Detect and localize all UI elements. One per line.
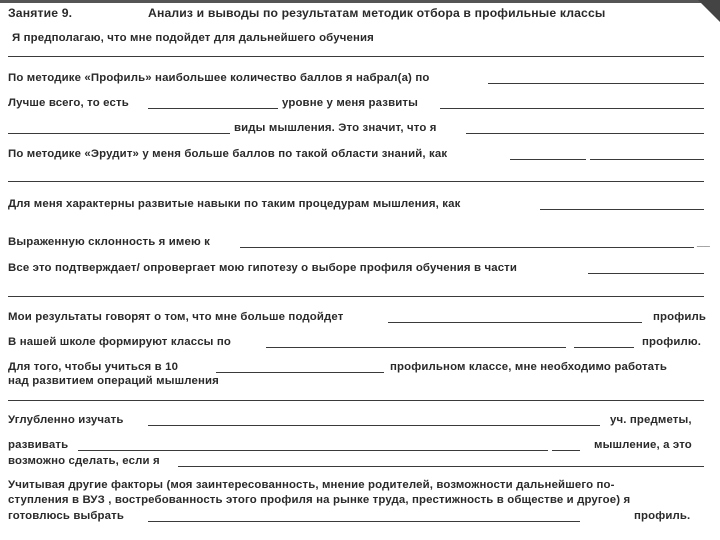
blank-4b[interactable] bbox=[466, 133, 704, 134]
page-title: Анализ и выводы по результатам методик отбора в профильные классы bbox=[148, 6, 606, 20]
blank-1[interactable] bbox=[8, 56, 704, 57]
statement-3a: Лучше всего, то есть bbox=[8, 97, 129, 109]
blank-12[interactable] bbox=[8, 400, 704, 401]
statement-12: над развитием операций мышления bbox=[8, 375, 219, 387]
blank-15[interactable] bbox=[178, 466, 704, 467]
statement-18a: готовлюсь выбрать bbox=[8, 510, 125, 522]
blank-5b[interactable] bbox=[590, 159, 704, 160]
statement-17: ступления в ВУЗ , востребованность этого профиля на рынке труда, престижность в обществе и другое) я bbox=[8, 494, 631, 506]
statement-2: По методике «Профиль» наибольшее количество баллов я набрал(а) по bbox=[8, 72, 430, 84]
statement-7: Выраженную склонность я имею к bbox=[8, 236, 211, 248]
statement-9a: Мои результаты говорят о том, что мне больше подойдет bbox=[8, 311, 344, 323]
blank-6[interactable] bbox=[540, 209, 704, 210]
corner-decoration bbox=[698, 0, 720, 22]
blank-5a[interactable] bbox=[510, 159, 586, 160]
statement-13b: уч. предметы, bbox=[610, 414, 692, 426]
statement-6: Для меня характерны развитые навыки по таким процедурам мышления, как bbox=[8, 198, 461, 210]
statement-3b: уровне у меня развиты bbox=[282, 97, 418, 109]
blank-8a[interactable] bbox=[588, 273, 704, 274]
blank-18[interactable] bbox=[148, 521, 580, 522]
blank-8b[interactable] bbox=[8, 296, 704, 297]
blank-14b[interactable] bbox=[552, 450, 580, 451]
statement-10b: профилю. bbox=[642, 336, 702, 348]
blank-11[interactable] bbox=[216, 372, 384, 373]
statement-14a: развивать bbox=[8, 439, 69, 451]
statement-7-end: __ bbox=[697, 236, 710, 248]
blank-4a[interactable] bbox=[8, 133, 230, 134]
top-border bbox=[0, 0, 720, 3]
blank-7[interactable] bbox=[240, 247, 694, 248]
statement-4: виды мышления. Это значит, что я bbox=[234, 122, 437, 134]
blank-5c[interactable] bbox=[8, 181, 704, 182]
statement-8: Все это подтверждает/ опровергает мою гипотезу о выборе профиля обучения в части bbox=[8, 262, 518, 274]
blank-3a[interactable] bbox=[148, 108, 278, 109]
statement-14b: мышление, а это bbox=[594, 439, 692, 451]
blank-10a[interactable] bbox=[266, 347, 566, 348]
statement-10a: В нашей школе формируют классы по bbox=[8, 336, 232, 348]
lesson-label: Занятие 9. bbox=[8, 6, 73, 20]
statement-5: По методике «Эрудит» у меня больше баллов по такой области знаний, как bbox=[8, 148, 448, 160]
statement-11b: профильном классе, мне необходимо работать bbox=[390, 361, 668, 373]
statement-1: Я предполагаю, что мне подойдет для дальнейшего обучения bbox=[12, 32, 374, 44]
statement-16: Учитывая другие факторы (моя заинтересованность, мнение родителей, возможности дальнейшего по- bbox=[8, 479, 615, 491]
statement-9b: профиль bbox=[653, 311, 707, 323]
statement-15: возможно сделать, если я bbox=[8, 455, 160, 467]
blank-13[interactable] bbox=[148, 425, 600, 426]
statement-11a: Для того, чтобы учиться в 10 bbox=[8, 361, 179, 373]
blank-2[interactable] bbox=[488, 83, 704, 84]
blank-9[interactable] bbox=[388, 322, 642, 323]
blank-14a[interactable] bbox=[78, 450, 548, 451]
blank-10b[interactable] bbox=[574, 347, 634, 348]
statement-18b: профиль. bbox=[634, 510, 691, 522]
statement-13a: Углубленно изучать bbox=[8, 414, 124, 426]
blank-3b[interactable] bbox=[440, 108, 704, 109]
